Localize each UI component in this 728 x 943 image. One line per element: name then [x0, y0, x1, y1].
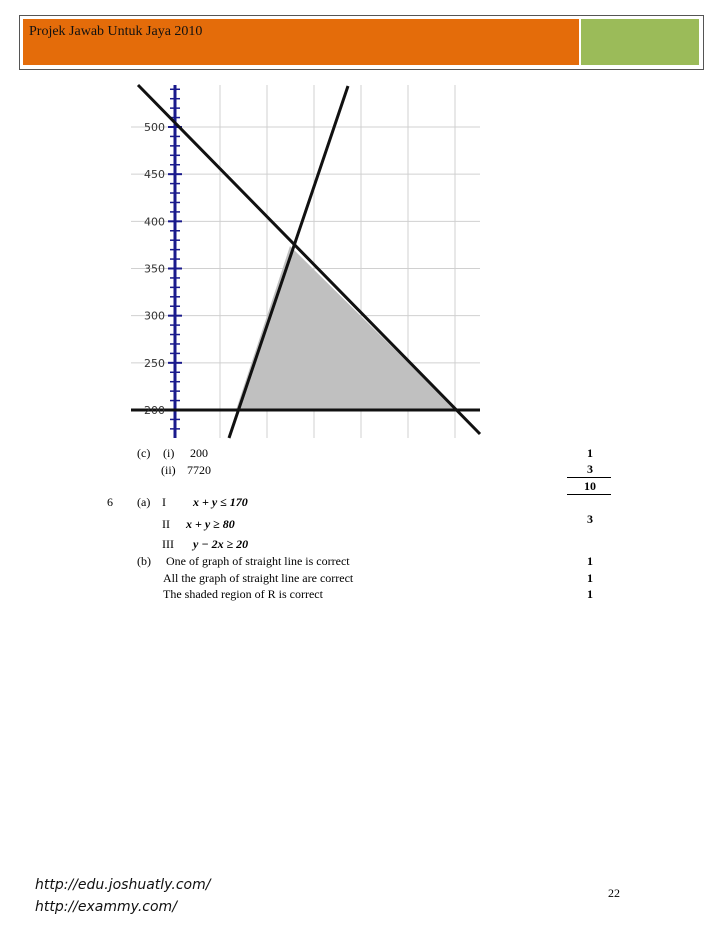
y-tick-label: 500: [144, 121, 165, 134]
c-ii-value: 7720: [187, 463, 211, 477]
page-number: 22: [608, 886, 620, 900]
y-tick-label: 400: [144, 215, 165, 229]
footer-link-joshuatly[interactable]: http://edu.joshuatly.com/: [35, 877, 211, 893]
a-ii-label: II: [162, 517, 170, 531]
a-iii-label: III: [162, 537, 174, 551]
y-tick-label: 450: [144, 168, 165, 182]
y-tick-label: 250: [144, 356, 165, 370]
a-ii-expression: x + y ≥ 80: [186, 517, 235, 531]
y-tick-label: 350: [144, 262, 165, 276]
b-line-1: One of graph of straight line is correct: [166, 554, 350, 568]
header-title: Projek Jawab Untuk Jaya 2010: [29, 24, 203, 39]
y-tick-label: 300: [144, 309, 165, 323]
mark-c-i: 1: [587, 446, 593, 460]
part-b-label: (b): [137, 554, 151, 568]
footer-link-exammy[interactable]: http://exammy.com/: [35, 899, 177, 915]
question-number: 6: [107, 495, 113, 509]
a-i-expression: x + y ≤ 170: [193, 495, 248, 509]
b-line-2: All the graph of straight line are correct: [163, 571, 354, 585]
a-iii-expression: y − 2x ≥ 20: [193, 537, 249, 551]
part-a-label: (a): [137, 495, 151, 509]
mark-c-ii: 3: [587, 462, 593, 476]
mark-b-2: 1: [587, 571, 593, 585]
c-i-label: (i): [163, 446, 175, 460]
c-i-value: 200: [190, 446, 208, 460]
mark-a: 3: [587, 512, 593, 526]
b-line-3: The shaded region of R is correct: [163, 587, 323, 601]
part-c-label: (c): [137, 446, 151, 460]
a-i-label: I: [162, 495, 166, 509]
mark-b-1: 1: [587, 554, 593, 568]
mark-b-3: 1: [587, 587, 593, 601]
y-tick-label: 200: [144, 404, 165, 417]
mark-total: 10: [584, 479, 596, 493]
mark-rule-bottom: [567, 494, 611, 495]
mark-rule-top: [567, 477, 611, 478]
c-ii-label: (ii): [161, 463, 176, 477]
